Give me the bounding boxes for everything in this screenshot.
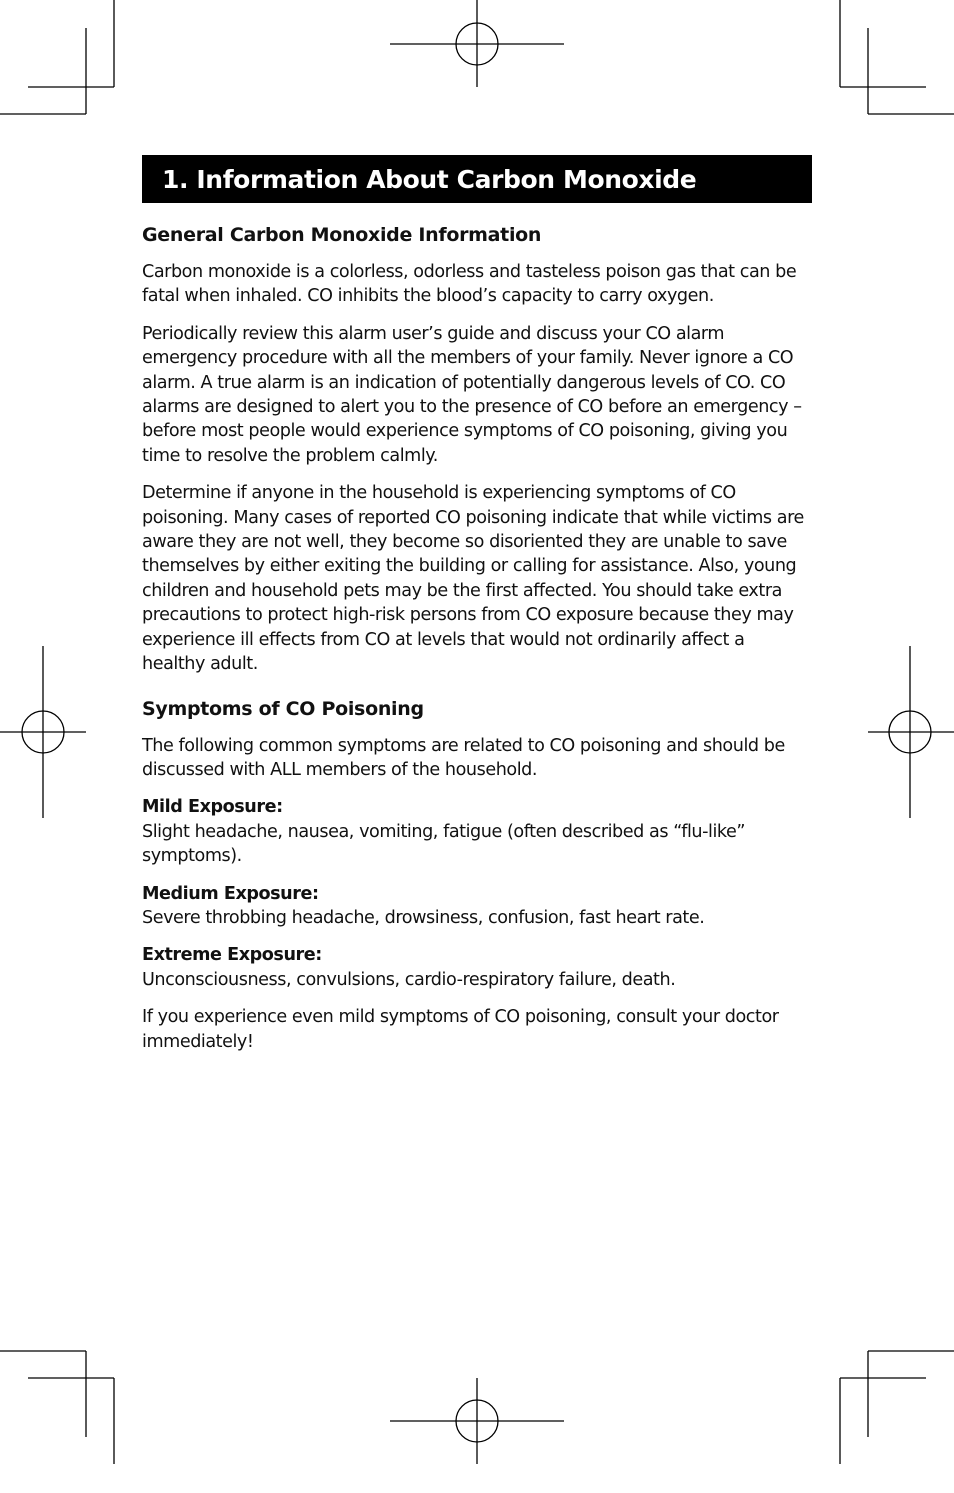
page-content <box>142 155 812 1054</box>
symptoms-intro: The following common symptoms are related to CO poisoning and should be discussed with ALL members of the household. <box>142 735 785 780</box>
registration-target-top <box>390 0 564 87</box>
general-paragraph-3: Determine if anyone in the household is experiencing symptoms of CO poisoning. Many cases of reported CO poisoning indicate that while victims are aware they are not well, they become so disoriented they are unable to save themselves by either exiting the building or calling for assistance. Also, young children and household pets may be the first affected. You should take extra precautions to protect high-risk persons from CO exposure because they may experience ill effects from CO at levels that would not ordinarily affect a healthy adult. <box>142 483 804 675</box>
exposure-mild-text: Slight headache, nausea, vomiting, fatigue (often described as “flu-like” symptoms). <box>142 821 746 867</box>
crop-mark-bottom-left <box>0 1351 114 1464</box>
registration-target-bottom <box>390 1378 564 1464</box>
symptoms-closing: If you experience even mild symptoms of CO poisoning, consult your doctor immediately! <box>142 1007 779 1052</box>
exposure-extreme-label: Extreme Exposure: <box>142 945 322 966</box>
exposure-mild-label: Mild Exposure: <box>142 797 283 818</box>
general-paragraph-2: Periodically review this alarm user’s guide and discuss your CO alarm emergency procedure with all the members of your family. Never ignore a CO alarm. A true alarm is an indication of potentially dangerous levels of CO. CO alarms are designed to alert you to the presence of CO before an emergency – before most people would experience symptoms of CO poisoning, giving you time to resolve the problem calmly. <box>142 323 802 466</box>
crop-mark-bottom-right <box>840 1351 954 1464</box>
section-title: 1. Information About Carbon Monoxide <box>162 164 697 194</box>
crop-mark-top-right <box>840 0 954 114</box>
general-paragraph-1: Carbon monoxide is a colorless, odorless and tasteless poison gas that can be fatal when inhaled. CO inhibits the blood’s capacity to carry oxygen. <box>142 262 797 307</box>
general-info-heading: General Carbon Monoxide Information <box>142 224 542 246</box>
exposure-extreme <box>142 943 812 992</box>
section-title-bar <box>142 155 812 203</box>
exposure-extreme-text: Unconsciousness, convulsions, cardio-respiratory failure, death. <box>142 969 676 990</box>
exposure-medium <box>142 882 812 931</box>
registration-target-right <box>868 646 954 818</box>
symptoms-heading: Symptoms of CO Poisoning <box>142 697 424 720</box>
exposure-mild <box>142 795 812 868</box>
crop-mark-top-left <box>0 0 114 114</box>
exposure-medium-label: Medium Exposure: <box>142 883 319 904</box>
registration-target-left <box>0 646 86 818</box>
exposure-medium-text: Severe throbbing headache, drowsiness, confusion, fast heart rate. <box>142 907 705 928</box>
